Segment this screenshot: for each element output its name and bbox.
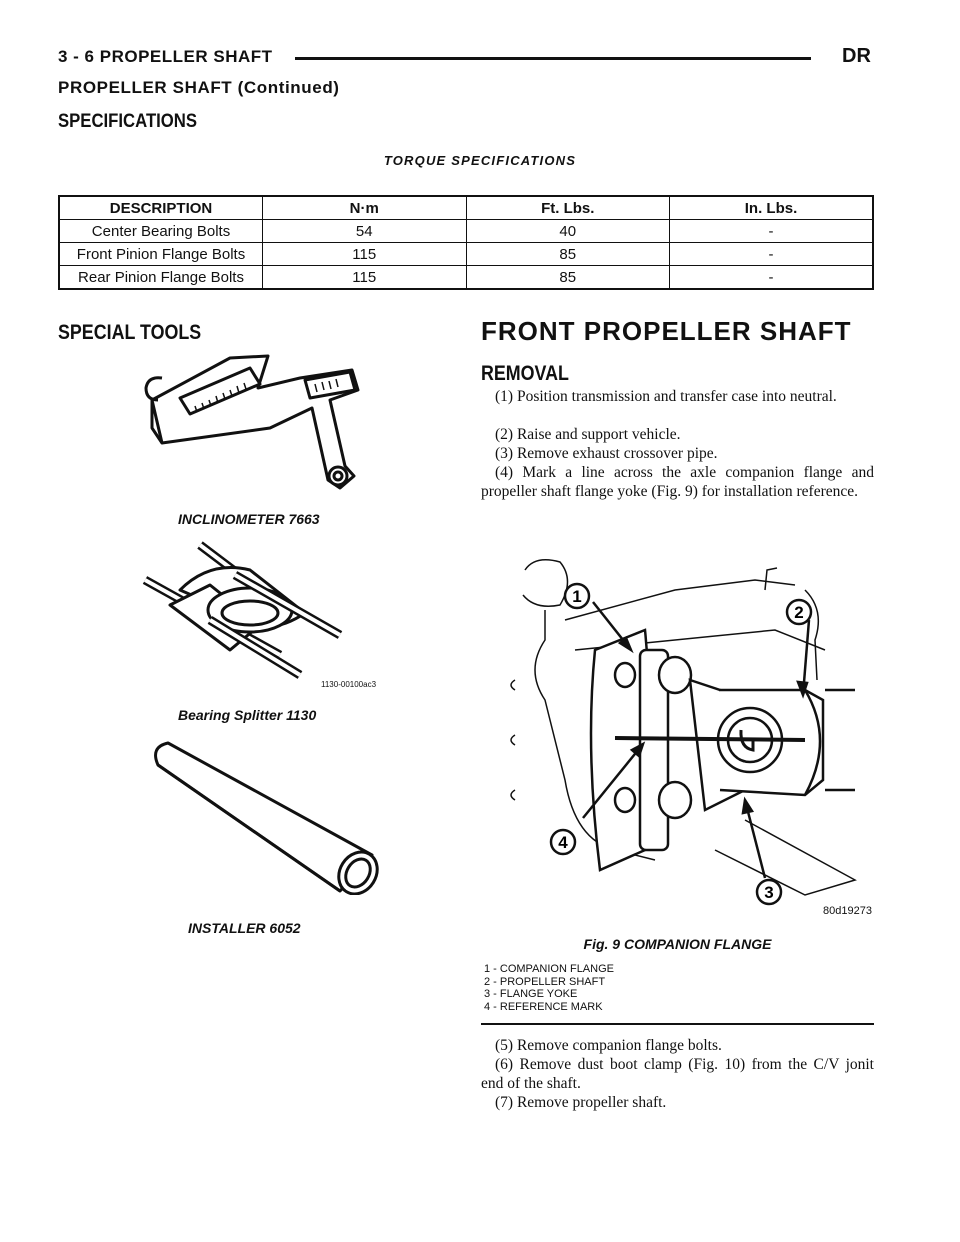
column-header: Ft. Lbs. [466,196,670,220]
removal-heading: REMOVAL [481,362,569,385]
table-cell: 115 [263,266,467,290]
table-cell: - [670,243,874,266]
legend-rule [481,1023,874,1025]
companion-flange-figure [505,550,875,920]
splitter-image-code: 1130-00100ac3 [321,680,377,689]
table-row [59,266,873,290]
removal-step-3: (3) Remove exhaust crossover pipe. [495,445,718,462]
legend-item: 1 - COMPANION FLANGE [484,963,614,975]
figure-legend [484,963,614,1013]
page-section-header: 3 - 6 PROPELLER SHAFT [58,47,273,66]
legend-item: 2 - PROPELLER SHAFT [484,975,606,988]
removal-step-7: (7) Remove propeller shaft. [495,1094,667,1111]
header-rule [295,57,811,60]
bearing-splitter-illustration [140,535,380,690]
table-cell: Rear Pinion Flange Bolts [59,266,263,290]
model-code: DR [842,45,871,67]
table-cell: 54 [263,220,467,243]
table-cell: 115 [263,243,467,266]
removal-step-5: (5) Remove companion flange bolts. [495,1037,722,1054]
table-row [59,220,873,243]
legend-item: 3 - FLANGE YOKE [484,988,578,1000]
table-cell: 85 [466,266,670,290]
removal-step-1: (1) Position transmission and transfer case into neutral. [495,388,837,405]
table-cell: 85 [466,243,670,266]
inclinometer-illustration [140,348,380,500]
table-cell: Front Pinion Flange Bolts [59,243,263,266]
removal-step-4: (4) Mark a line across the axle companion flange and propeller shaft flange yoke (Fig. 9) for installation reference. [481,464,874,500]
column-header: DESCRIPTION [59,196,263,220]
table-row [59,243,873,266]
continued-title: PROPELLER SHAFT (Continued) [58,78,340,97]
removal-step-6: (6) Remove dust boot clamp (Fig. 10) from the C/V jonit end of the shaft. [481,1056,874,1092]
callout-2: 2 [794,603,804,622]
torque-table-title: TORQUE SPECIFICATIONS [383,153,577,168]
installer-illustration [140,735,380,895]
inclinometer-caption: INCLINOMETER 7663 [178,511,320,527]
special-tools-heading: SPECIAL TOOLS [58,321,202,344]
bearing-splitter-caption: Bearing Splitter 1130 [178,707,317,723]
installer-caption: INSTALLER 6052 [188,920,301,936]
table-cell: 40 [466,220,670,243]
table-header-row [59,196,873,220]
column-header: N·m [263,196,467,220]
table-cell: Center Bearing Bolts [59,220,263,243]
callout-4: 4 [558,833,568,852]
callout-3: 3 [764,883,774,902]
figure-image-code: 80d19273 [823,905,872,917]
figure-caption: Fig. 9 COMPANION FLANGE [583,936,772,952]
front-propeller-shaft-heading: FRONT PROPELLER SHAFT [481,316,852,346]
specifications-heading: SPECIFICATIONS [58,111,198,132]
callout-1: 1 [572,587,582,606]
removal-step-2: (2) Raise and support vehicle. [495,426,681,443]
column-header: In. Lbs. [670,196,874,220]
legend-item: 4 - REFERENCE MARK [484,1000,603,1013]
torque-specifications-table [58,195,874,290]
table-cell: - [670,266,874,290]
table-cell: - [670,220,874,243]
